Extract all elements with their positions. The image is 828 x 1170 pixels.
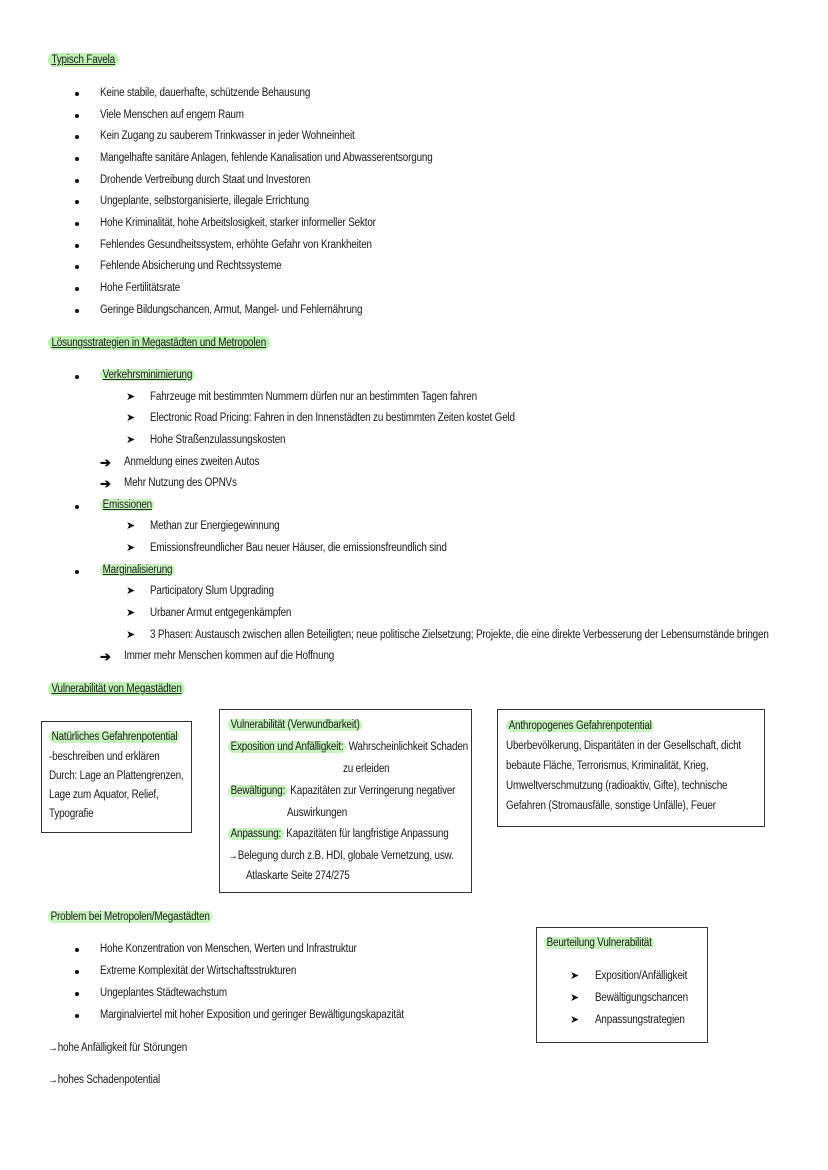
sub-item: Participatory Slum Upgrading	[150, 585, 274, 597]
result-item: Immer mehr Menschen kommen auf die Hoffnung	[124, 650, 335, 662]
box-line-anpassung: Anpassung: Kapazitäten für langfristige Anpassung	[228, 827, 449, 842]
box-line: Exposition/Anfälligkeit	[595, 970, 688, 982]
bullet	[75, 505, 79, 509]
box-line: zu erleiden	[343, 763, 390, 775]
box-line: Atlaskarte Seite 274/275	[246, 870, 350, 882]
heading-problem-metropolen: Problem bei Metropolen/Megastädten	[48, 910, 212, 925]
arrowhead-bullet: ➤	[126, 391, 136, 403]
result-item: Mehr Nutzung des ÖPNVs	[124, 477, 237, 489]
box-title: Vulnerabilität (Verwundbarkeit)	[228, 718, 362, 733]
result-line: →hohes Schadenpotential	[48, 1074, 161, 1086]
bullet	[75, 1014, 79, 1018]
box-vulnerability	[219, 709, 472, 893]
box-line: Durch: Lage an Plattengrenzen,	[49, 770, 184, 782]
bullet	[75, 265, 79, 269]
arrowhead-bullet: ➤	[126, 520, 136, 532]
arrowhead-bullet: ➤	[126, 585, 136, 597]
arrowhead-bullet: ➤	[126, 542, 136, 554]
arrowhead-bullet: ➤	[126, 607, 136, 619]
list-item: Hohe Fertilitätsrate	[100, 282, 181, 294]
arrow-right-icon: ➔	[100, 455, 111, 470]
box-natural-hazard	[41, 721, 192, 833]
sub-item: Methan zur Energiegewinnung	[150, 520, 280, 532]
bullet	[75, 970, 79, 974]
list-item: Hohe Konzentration von Menschen, Werten und Infrastruktur	[100, 943, 357, 955]
box-line: Überbevölkerung, Disparitäten in der Gesellschaft, dicht	[506, 740, 742, 752]
arrowhead-bullet: ➤	[570, 970, 580, 982]
box-line: -beschreiben und erklären	[49, 751, 160, 763]
arrowhead-bullet: ➤	[570, 1014, 580, 1026]
list-item: Drohende Vertreibung durch Staat und Investoren	[100, 174, 311, 186]
box-line: bebaute Fläche, Terrorismus, Kriminalität, Krieg,	[506, 760, 709, 772]
bullet	[75, 222, 79, 226]
bullet	[75, 570, 79, 574]
box-line: Auswirkungen	[287, 807, 348, 819]
list-item: Hohe Kriminalität, hohe Arbeitslosigkeit, starker informeller Sektor	[100, 217, 376, 229]
box-line: Anpassungstrategien	[595, 1014, 685, 1026]
box-line: Umweltverschmutzung (radioaktiv, Gifte), technische	[506, 780, 728, 792]
heading-typisch-favela: Typisch Favela	[48, 53, 118, 68]
list-item: Marginalviertel mit hoher Exposition und geringer Bewältigungskapazität	[100, 1009, 404, 1021]
box-anthropogenic-hazard	[497, 709, 765, 827]
sub-item: Emissionsfreundlicher Bau neuer Häuser, die emissionsfreundlich sind	[150, 542, 447, 554]
label-marginalisierung: Marginalisierung	[100, 563, 175, 578]
list-item: Ungeplante, selbstorganisierte, illegale Errichtung	[100, 195, 309, 207]
list-item: Viele Menschen auf engem Raum	[100, 109, 244, 121]
sub-item: Urbaner Armut entgegenkämpfen	[150, 607, 292, 619]
heading-loesungsstrategien: Lösungsstrategien in Megastädten und Metropolen	[48, 336, 269, 351]
list-item: Fehlendes Gesundheitssystem, erhöhte Gefahr von Krankheiten	[100, 239, 372, 251]
arrowhead-bullet: ➤	[126, 629, 136, 641]
box-line: →Belegung durch z.B. HDI, globale Vernetzung, usw.	[228, 850, 454, 862]
list-item: Geringe Bildungschancen, Armut, Mangel- und Fehlernährung	[100, 304, 363, 316]
bullet	[75, 200, 79, 204]
list-item: Fehlende Absicherung und Rechtssysteme	[100, 260, 282, 272]
box-line: Lage zum Äquator, Relief,	[49, 789, 159, 801]
bullet	[75, 948, 79, 952]
list-item: Extreme Komplexität der Wirtschaftsstrukturen	[100, 965, 297, 977]
bullet	[75, 244, 79, 248]
bullet	[75, 179, 79, 183]
list-item: Mangelhafte sanitäre Anlagen, fehlende Kanalisation und Abwasserentsorgung	[100, 152, 433, 164]
arrowhead-bullet: ➤	[570, 992, 580, 1004]
bullet	[75, 375, 79, 379]
bullet	[75, 287, 79, 291]
sub-item: Electronic Road Pricing: Fahren in den Innenstädten zu bestimmten Zeiten kostet Geld	[150, 412, 515, 424]
arrow-right-icon: ➔	[100, 649, 111, 664]
label-emissionen: Emissionen	[100, 498, 155, 513]
box-line-bewaeltigung: Bewältigung: Kapazitäten zur Verringerung negativer	[228, 784, 455, 799]
result-item: Anmeldung eines zweiten Autos	[124, 456, 260, 468]
list-item: Kein Zugang zu sauberem Trinkwasser in jeder Wohneinheit	[100, 130, 355, 142]
box-line: Gefahren (Stromausfälle, sonstige Unfälle), Feuer	[506, 800, 716, 812]
list-item: Keine stabile, dauerhafte, schützende Behausung	[100, 87, 311, 99]
heading-vulnerabilitaet: Vulnerabilität von Megastädten	[48, 682, 185, 697]
box-title: Anthropogenes Gefahrenpotential	[506, 719, 654, 734]
box-title: Natürliches Gefahrenpotential	[49, 730, 180, 745]
arrow-right-icon: ➔	[100, 476, 111, 491]
box-line: Bewältigungschancen	[595, 992, 688, 1004]
bullet	[75, 114, 79, 118]
arrowhead-bullet: ➤	[126, 412, 136, 424]
sub-item: Hohe Straßenzulassungskosten	[150, 434, 286, 446]
result-line: →hohe Anfälligkeit für Störungen	[48, 1042, 188, 1054]
bullet	[75, 135, 79, 139]
list-item: Ungeplantes Städtewachstum	[100, 987, 227, 999]
box-line-exposition: Exposition und Anfälligkeit: Wahrscheinlichkeit Schaden	[228, 740, 468, 755]
bullet	[75, 157, 79, 161]
label-verkehrsminimierung: Verkehrsminimierung	[100, 368, 195, 383]
box-title: Beurteilung Vulnerabilität	[544, 936, 654, 951]
box-line: Typografie	[49, 808, 94, 820]
bullet	[75, 992, 79, 996]
bullet	[75, 309, 79, 313]
sub-item: Fahrzeuge mit bestimmten Nummern dürfen nur an bestimmten Tagen fahren	[150, 391, 477, 403]
sub-item: 3 Phasen: Austausch zwischen allen Beteiligten; neue politische Zielsetzung; Projekte, die eine direkte Verbesserung der Lebensumstände bringen	[150, 629, 769, 641]
bullet	[75, 92, 79, 96]
arrowhead-bullet: ➤	[126, 434, 136, 446]
box-assessment	[536, 927, 708, 1043]
